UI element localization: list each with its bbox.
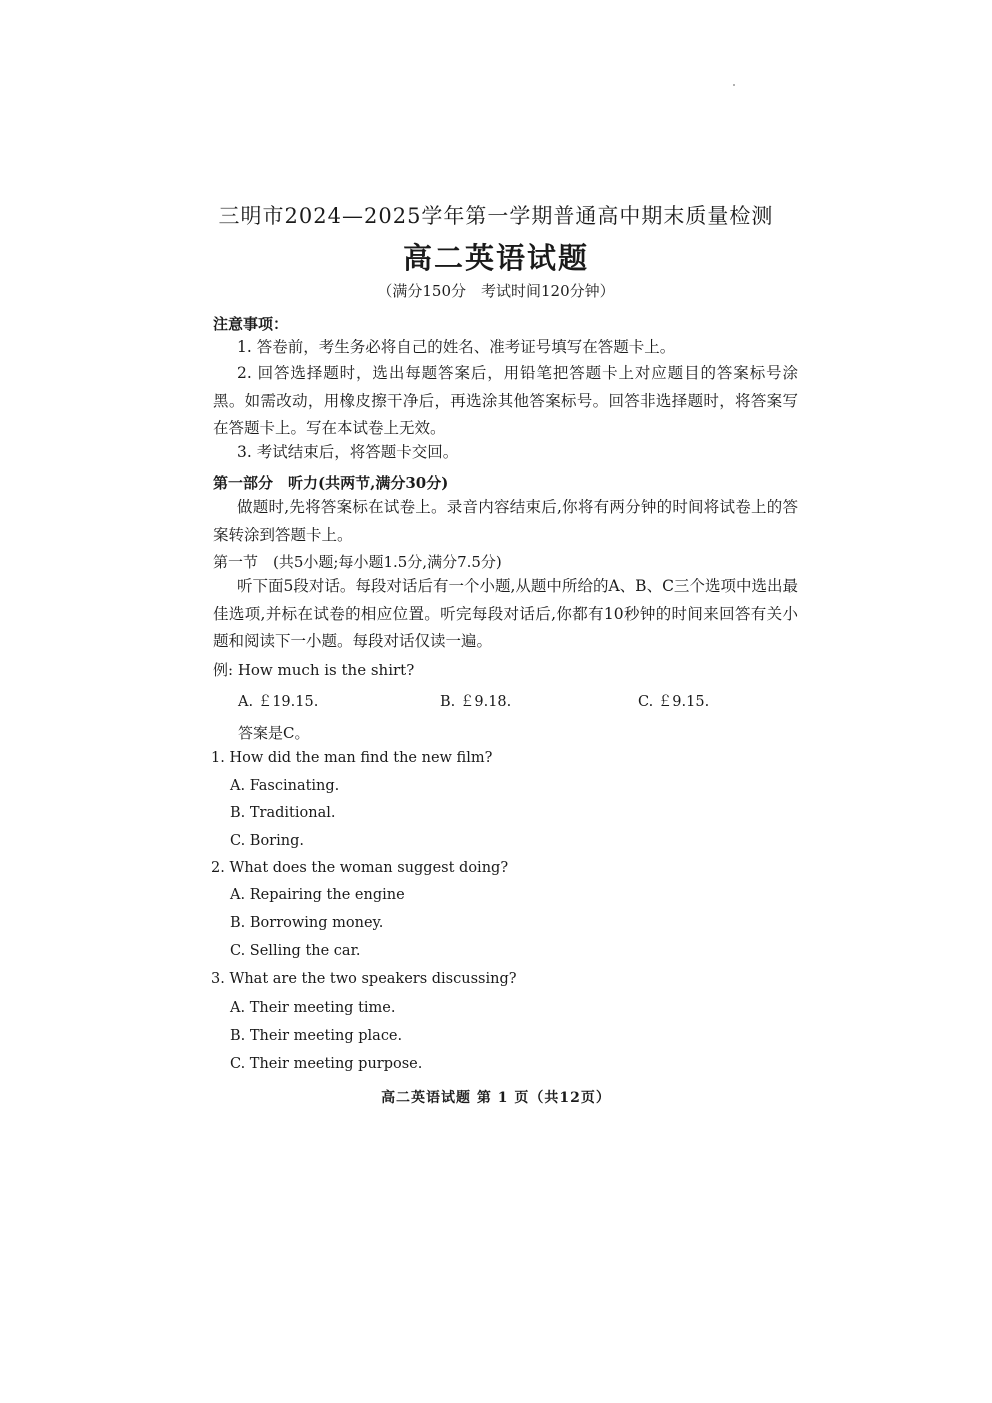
section1-instructions: 听下面5段对话。每段对话后有一个小题,从题中所给的A、B、C三个选项中选出最佳选项,并标在试卷的相应位置。听完每段对话后,你都有10秒钟的时间来回答有关小题和阅读下一小题。每段对话仅读一遍。 [213, 577, 798, 650]
question-3-stem: 3. What are the two speakers discussing? [211, 971, 517, 987]
scan-speck [733, 84, 735, 86]
part1-intro: 做题时,先将答案标在试卷上。录音内容结束后,你将有两分钟的时间将试卷上的答案转涂到答题卡上。 [213, 498, 798, 544]
question-2-option-c: C. Selling the car. [230, 943, 361, 959]
question-1-option-c: C. Boring. [230, 833, 304, 849]
subject-title: 高二英语试题 [402, 241, 589, 275]
question-1-option-a: A. Fascinating. [230, 778, 340, 794]
exam-title: 三明市2024—2025学年第一学期普通高中期末质量检测 [218, 204, 774, 228]
question-3-option-b: B. Their meeting place. [230, 1028, 403, 1044]
example-option-b: B. ￡9.18. [440, 694, 512, 710]
exam-meta: （满分150分 考试时间120分钟） [377, 282, 615, 300]
example-question: 例: How much is the shirt? [213, 661, 415, 679]
question-2-option-a: A. Repairing the engine [230, 887, 405, 903]
question-2-stem: 2. What does the woman suggest doing? [211, 860, 509, 876]
question-1-stem: 1. How did the man find the new film? [211, 750, 493, 766]
question-3-option-a: A. Their meeting time. [230, 1000, 396, 1016]
notice-item-1: 1. 答卷前，考生务必将自己的姓名、准考证号填写在答题卡上。 [237, 338, 676, 356]
example-answer: 答案是C。 [238, 724, 310, 742]
notice-item-3: 3. 考试结束后，将答题卡交回。 [237, 443, 459, 461]
notice-item-2: 2. 回答选择题时，选出每题答案后，用铅笔把答题卡上对应题目的答案标号涂黑。如需改动，用橡皮擦干净后，再选涂其他答案标号。回答非选择题时，将答案写在答题卡上。写在本试卷上无效。 [213, 364, 798, 437]
question-1-option-b: B. Traditional. [230, 805, 336, 821]
example-option-a: A. ￡19.15. [238, 694, 319, 710]
question-2-option-b: B. Borrowing money. [230, 915, 384, 931]
page-footer: 高二英语试题 第 1 页（共12页） [381, 1090, 611, 1106]
section1-heading: 第一节 (共5小题;每小题1.5分,满分7.5分) [213, 553, 502, 571]
part1-heading: 第一部分 听力(共两节,满分30分) [213, 474, 449, 492]
example-option-c: C. ￡9.15. [638, 694, 710, 710]
notice-heading: 注意事项： [213, 315, 289, 333]
question-3-option-c: C. Their meeting purpose. [230, 1056, 423, 1072]
